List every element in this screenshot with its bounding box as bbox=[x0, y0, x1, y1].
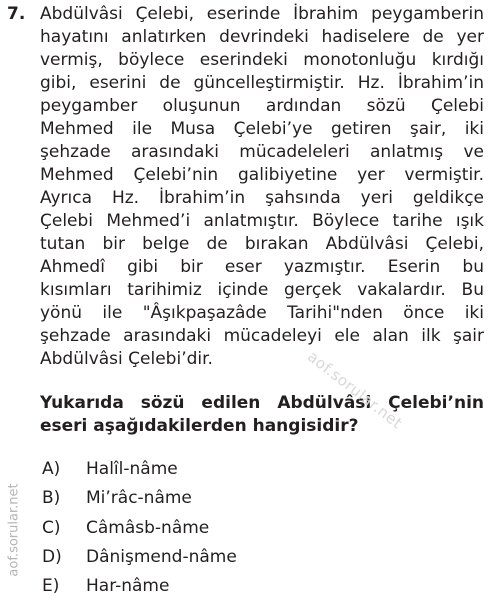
option-b[interactable] bbox=[42, 484, 237, 513]
option-text: Dânişmend-nâme bbox=[86, 546, 237, 567]
option-a[interactable] bbox=[42, 455, 237, 484]
option-e[interactable] bbox=[42, 572, 237, 601]
option-letter: B) bbox=[42, 488, 61, 509]
passage-line: hayatını anlatırken devrindeki hadiselere de yer bbox=[40, 27, 484, 47]
passage-line: kısımları tarihimiz içinde gerçek vakalardır. Bu bbox=[40, 280, 484, 300]
option-text: Mi’râc-nâme bbox=[86, 488, 192, 509]
passage-line: vermiş, böylece eserindeki monotonluğu kırdığı bbox=[40, 50, 484, 70]
passage-line: Ahmedî gibi bir eser yazmıştır. Eserin bu bbox=[40, 257, 484, 277]
passage-line: Abdülvâsi Çelebi, eserinde İbrahim peygamberin bbox=[40, 4, 484, 24]
option-letter: D) bbox=[42, 546, 62, 567]
passage-line: peygamber oluşunun ardından sözü Çelebi bbox=[40, 96, 484, 116]
passage-line: gibi, eserini de güncelleştirmiştir. Hz. İbrahim’in bbox=[40, 73, 484, 93]
option-letter: C) bbox=[42, 517, 61, 538]
stem-line: eseri aşağıdakilerden hangisidir? bbox=[40, 416, 359, 436]
passage-line: şehzade arasındaki mücadeleyi ele alan ilk şair bbox=[40, 326, 484, 346]
watermark-side: aof.sorular.net bbox=[6, 483, 22, 577]
question-stem bbox=[40, 392, 484, 438]
question-number: 7. bbox=[7, 4, 26, 24]
stem-line: Yukarıda sözü edilen Abdülvâsi Çelebi’nin bbox=[40, 393, 484, 413]
passage-line: Çelebi Mehmed’i anlatmıştır. Böylece tarihe ışık bbox=[40, 211, 484, 231]
passage-line: Ayrıca Hz. İbrahim’in şahsında yeri geldikçe bbox=[40, 188, 484, 208]
passage-line: yönü ile "Âşıkpaşazâde Tarihi"nden önce iki bbox=[40, 303, 484, 323]
option-letter: A) bbox=[42, 459, 61, 479]
passage-line: Mehmed Çelebi’nin galibiyetine yer vermiştir. bbox=[40, 165, 484, 185]
passage-line: Abdülvâsi Çelebi’dir. bbox=[40, 349, 213, 369]
option-text: Halîl-nâme bbox=[86, 459, 178, 479]
passage-line: Mehmed ile Musa Çelebi’ye getiren şair, iki bbox=[40, 119, 484, 139]
option-text: Câmâsb-nâme bbox=[86, 517, 210, 538]
option-d[interactable] bbox=[42, 543, 237, 572]
watermark-center: aof.sorular.net bbox=[304, 347, 406, 433]
option-letter: E) bbox=[42, 576, 60, 597]
option-c[interactable] bbox=[42, 514, 237, 543]
passage-line: şehzade arasındaki mücadeleleri anlatmış ve bbox=[40, 142, 484, 162]
question-passage bbox=[40, 3, 484, 371]
passage-line: tutan bir belge de bırakan Abdülvâsi Çelebi, bbox=[40, 234, 484, 254]
option-text: Har-nâme bbox=[86, 576, 170, 597]
answer-options bbox=[42, 455, 237, 601]
